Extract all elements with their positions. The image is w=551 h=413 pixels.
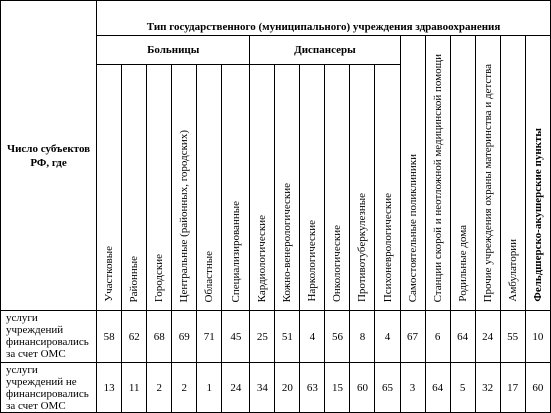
table-cell: 55: [500, 311, 525, 363]
table-cell: 24: [222, 363, 250, 413]
table-row: [1, 311, 551, 363]
table-cell: 34: [250, 363, 275, 413]
col-header: Участковые: [97, 65, 122, 311]
col-header: Прочие учреждения охраны материнства и детства: [475, 36, 500, 311]
group-dispensaries: Диспансеры: [250, 36, 400, 65]
col-header: Наркологические: [300, 65, 325, 311]
col-header: Районные: [122, 65, 147, 311]
table-cell: 2: [172, 363, 197, 413]
col-header: Фельдшерско-акушерские пункты: [525, 36, 550, 311]
row-label: услуги учреждений финансировались за счет ОМС: [1, 311, 97, 363]
table-cell: 4: [375, 311, 400, 363]
col-header: Противотуберкулезные: [350, 65, 375, 311]
table-cell: 62: [122, 311, 147, 363]
col-header: Центральные (районных, городских): [172, 65, 197, 311]
table-title: Тип государственного (муниципального) учреждения здравоохранения: [97, 1, 551, 36]
col-header: Кардиологические: [250, 65, 275, 311]
col-header: Онкологические: [325, 65, 350, 311]
table-cell: 69: [172, 311, 197, 363]
col-header: Родильные дома: [450, 36, 475, 311]
table-cell: 4: [300, 311, 325, 363]
table-cell: 32: [475, 363, 500, 413]
table-cell: 25: [250, 311, 275, 363]
col-header: Кожно-венерологические: [275, 65, 300, 311]
table-cell: 1: [197, 363, 222, 413]
table-cell: 60: [350, 363, 375, 413]
table-cell: 60: [525, 363, 550, 413]
table-cell: 2: [147, 363, 172, 413]
table-row: [1, 363, 551, 413]
row-label: услуги учреждений не финансировались за счет ОМС: [1, 363, 97, 413]
table-cell: 65: [375, 363, 400, 413]
table-cell: 71: [197, 311, 222, 363]
table-cell: 6: [425, 311, 450, 363]
table-cell: 58: [97, 311, 122, 363]
col-header: Психоневрологические: [375, 65, 400, 311]
table-cell: 24: [475, 311, 500, 363]
col-header: Станции скорой и неотложной медицинской помощи: [425, 36, 450, 311]
table-cell: 63: [300, 363, 325, 413]
table-cell: 68: [147, 311, 172, 363]
col-header: Специализированные: [222, 65, 250, 311]
col-header: Самостоятельные поликлиники: [400, 36, 425, 311]
table-cell: 64: [450, 311, 475, 363]
col-header: Амбулатории: [500, 36, 525, 311]
table-cell: 5: [450, 363, 475, 413]
table-cell: 64: [425, 363, 450, 413]
corner-header: Число субъектов РФ, где: [1, 1, 97, 311]
table-cell: 3: [400, 363, 425, 413]
table-cell: 15: [325, 363, 350, 413]
table-cell: 20: [275, 363, 300, 413]
table-cell: 11: [122, 363, 147, 413]
table-cell: 8: [350, 311, 375, 363]
table-cell: 13: [97, 363, 122, 413]
table-cell: 51: [275, 311, 300, 363]
table-cell: 17: [500, 363, 525, 413]
table-cell: 10: [525, 311, 550, 363]
table-cell: 56: [325, 311, 350, 363]
table-cell: 67: [400, 311, 425, 363]
table-cell: 45: [222, 311, 250, 363]
col-header: Областные: [197, 65, 222, 311]
group-hospitals: Больницы: [97, 36, 250, 65]
col-header: Городские: [147, 65, 172, 311]
